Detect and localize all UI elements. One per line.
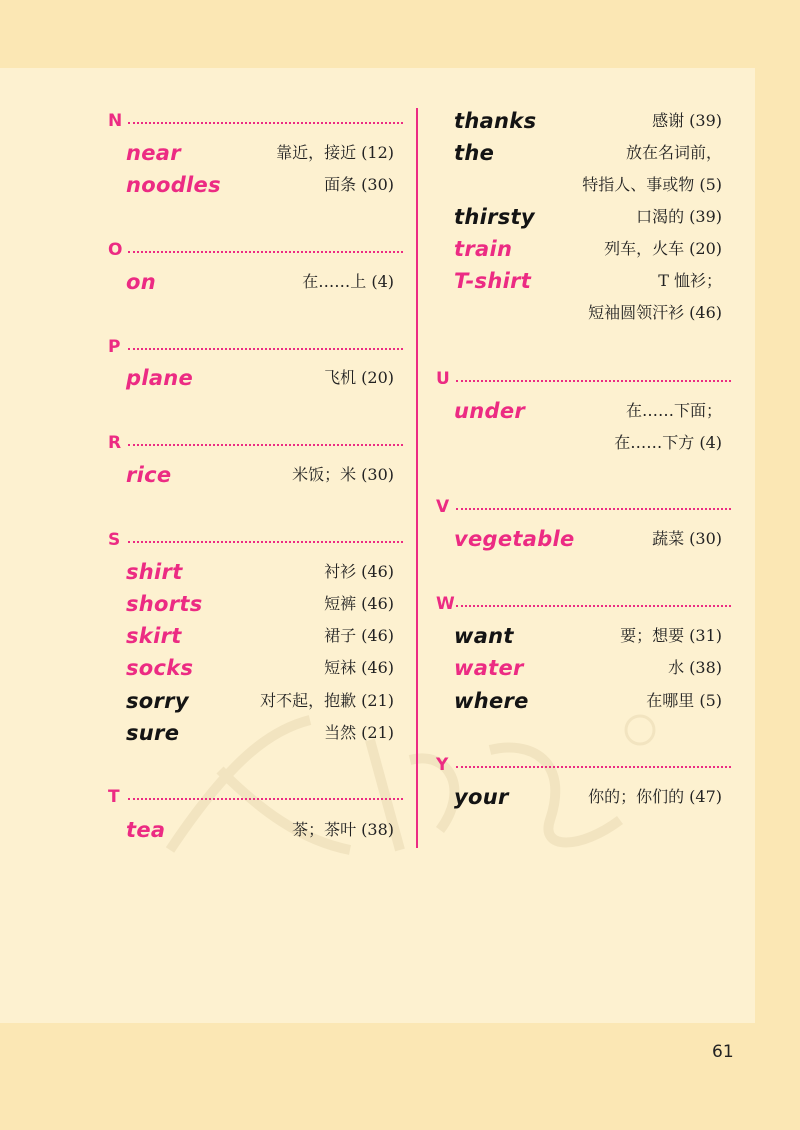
glossary-entry — [454, 653, 722, 683]
entry-meaning: 你的；你们的 (47) — [588, 787, 722, 806]
entry-word: sure — [126, 721, 180, 745]
page-number: 61 — [712, 1042, 734, 1062]
dotted-rule — [456, 508, 731, 510]
dotted-rule — [456, 380, 731, 382]
glossary-entry — [126, 621, 394, 651]
entry-meaning: 短裤 (46) — [324, 594, 394, 613]
entry-word: sorry — [126, 689, 189, 713]
entry-meaning: 衬衫 (46) — [324, 562, 394, 581]
entry-word: vegetable — [454, 527, 575, 551]
entry-meaning: 茶；茶叶 (38) — [292, 820, 394, 839]
entry-word: plane — [126, 366, 194, 390]
section-letter: Y — [436, 755, 449, 775]
glossary-entry — [454, 524, 722, 554]
entry-word: thanks — [454, 109, 537, 133]
entry-meaning: 放在名词前， — [625, 143, 722, 162]
entry-word: under — [454, 399, 526, 423]
entry-word: rice — [126, 463, 172, 487]
entry-meaning: 在哪里 (5) — [646, 691, 722, 710]
entry-meaning: 在……下面； — [625, 401, 722, 420]
dotted-rule — [456, 766, 731, 768]
entry-meaning: 感谢 (39) — [652, 111, 722, 130]
glossary-entry — [454, 686, 722, 716]
entry-meaning: 面条 (30) — [324, 175, 394, 194]
entry-meaning-continued: 在……下方 (4) — [614, 433, 722, 452]
entry-meaning: 要；想要 (31) — [620, 626, 722, 645]
glossary-entry — [126, 138, 394, 168]
section-header-w — [436, 594, 731, 614]
glossary-entry — [126, 557, 394, 587]
section-header-v — [436, 497, 731, 517]
glossary-entry — [126, 686, 394, 716]
section-header-o — [108, 240, 403, 260]
dotted-rule — [456, 605, 731, 607]
glossary-entry — [126, 815, 394, 845]
section-header-r — [108, 433, 403, 453]
dotted-rule — [128, 251, 403, 253]
entry-meaning: 飞机 (20) — [324, 368, 394, 387]
glossary-entry — [454, 396, 722, 452]
section-header-s — [108, 530, 403, 550]
section-letter: U — [436, 369, 450, 389]
entry-word: socks — [126, 656, 194, 680]
section-letter: V — [436, 497, 450, 517]
entry-meaning: 在……上 (4) — [302, 272, 394, 291]
entry-word: near — [126, 141, 181, 165]
entry-word: shirt — [126, 560, 183, 584]
entry-word: where — [454, 689, 529, 713]
dotted-rule — [128, 348, 403, 350]
section-header-t — [108, 787, 403, 807]
glossary-entry — [126, 718, 394, 748]
entry-word: shorts — [126, 592, 203, 616]
dotted-rule — [128, 444, 403, 446]
glossary-entry — [454, 266, 722, 322]
entry-meaning: 蔬菜 (30) — [652, 529, 722, 548]
glossary-entry — [126, 653, 394, 683]
glossary-entry — [126, 589, 394, 619]
glossary-entry — [126, 170, 394, 200]
section-letter: R — [108, 433, 122, 453]
section-header-u — [436, 369, 731, 389]
entry-meaning: 对不起，抱歉 (21) — [260, 691, 394, 710]
entry-meaning: T 恤衫； — [658, 271, 722, 290]
glossary-entry — [454, 234, 722, 264]
section-header-n — [108, 111, 403, 131]
entry-meaning: 列车，火车 (20) — [604, 239, 722, 258]
entry-word: on — [126, 270, 156, 294]
glossary-entry — [454, 106, 722, 136]
entry-word: T-shirt — [454, 269, 532, 293]
entry-word: the — [454, 141, 495, 165]
glossary-entry — [126, 267, 394, 297]
section-header-p — [108, 337, 403, 357]
glossary-entry — [454, 138, 722, 194]
entry-meaning: 裙子 (46) — [324, 626, 394, 645]
section-letter: N — [108, 111, 123, 131]
entry-meaning: 短袜 (46) — [324, 658, 394, 677]
entry-meaning: 水 (38) — [668, 658, 722, 677]
entry-word: skirt — [126, 624, 182, 648]
entry-word: tea — [126, 818, 166, 842]
entry-word: thirsty — [454, 205, 535, 229]
entry-word: train — [454, 237, 513, 261]
entry-meaning: 米饭；米 (30) — [292, 465, 394, 484]
section-letter: S — [108, 530, 121, 550]
dotted-rule — [128, 541, 403, 543]
glossary-entry — [126, 460, 394, 490]
entry-word: your — [454, 785, 509, 809]
glossary-entry — [126, 363, 394, 393]
glossary-entry — [454, 202, 722, 232]
entry-word: want — [454, 624, 514, 648]
glossary-entry — [454, 621, 722, 651]
dotted-rule — [128, 798, 403, 800]
entry-meaning: 靠近，接近 (12) — [276, 143, 394, 162]
section-letter: P — [108, 337, 121, 357]
section-letter: W — [436, 594, 455, 614]
entry-meaning: 口渴的 (39) — [636, 207, 722, 226]
entry-meaning-continued: 特指人、事或物 (5) — [582, 175, 722, 194]
entry-meaning: 当然 (21) — [324, 723, 394, 742]
dotted-rule — [128, 122, 403, 124]
section-letter: O — [108, 240, 123, 260]
column-divider — [416, 108, 418, 848]
section-header-y — [436, 755, 731, 775]
glossary-entry — [454, 782, 722, 812]
entry-word: noodles — [126, 173, 221, 197]
entry-meaning-continued: 短袖圆领汗衫 (46) — [588, 303, 722, 322]
entry-word: water — [454, 656, 524, 680]
section-letter: T — [108, 787, 120, 807]
